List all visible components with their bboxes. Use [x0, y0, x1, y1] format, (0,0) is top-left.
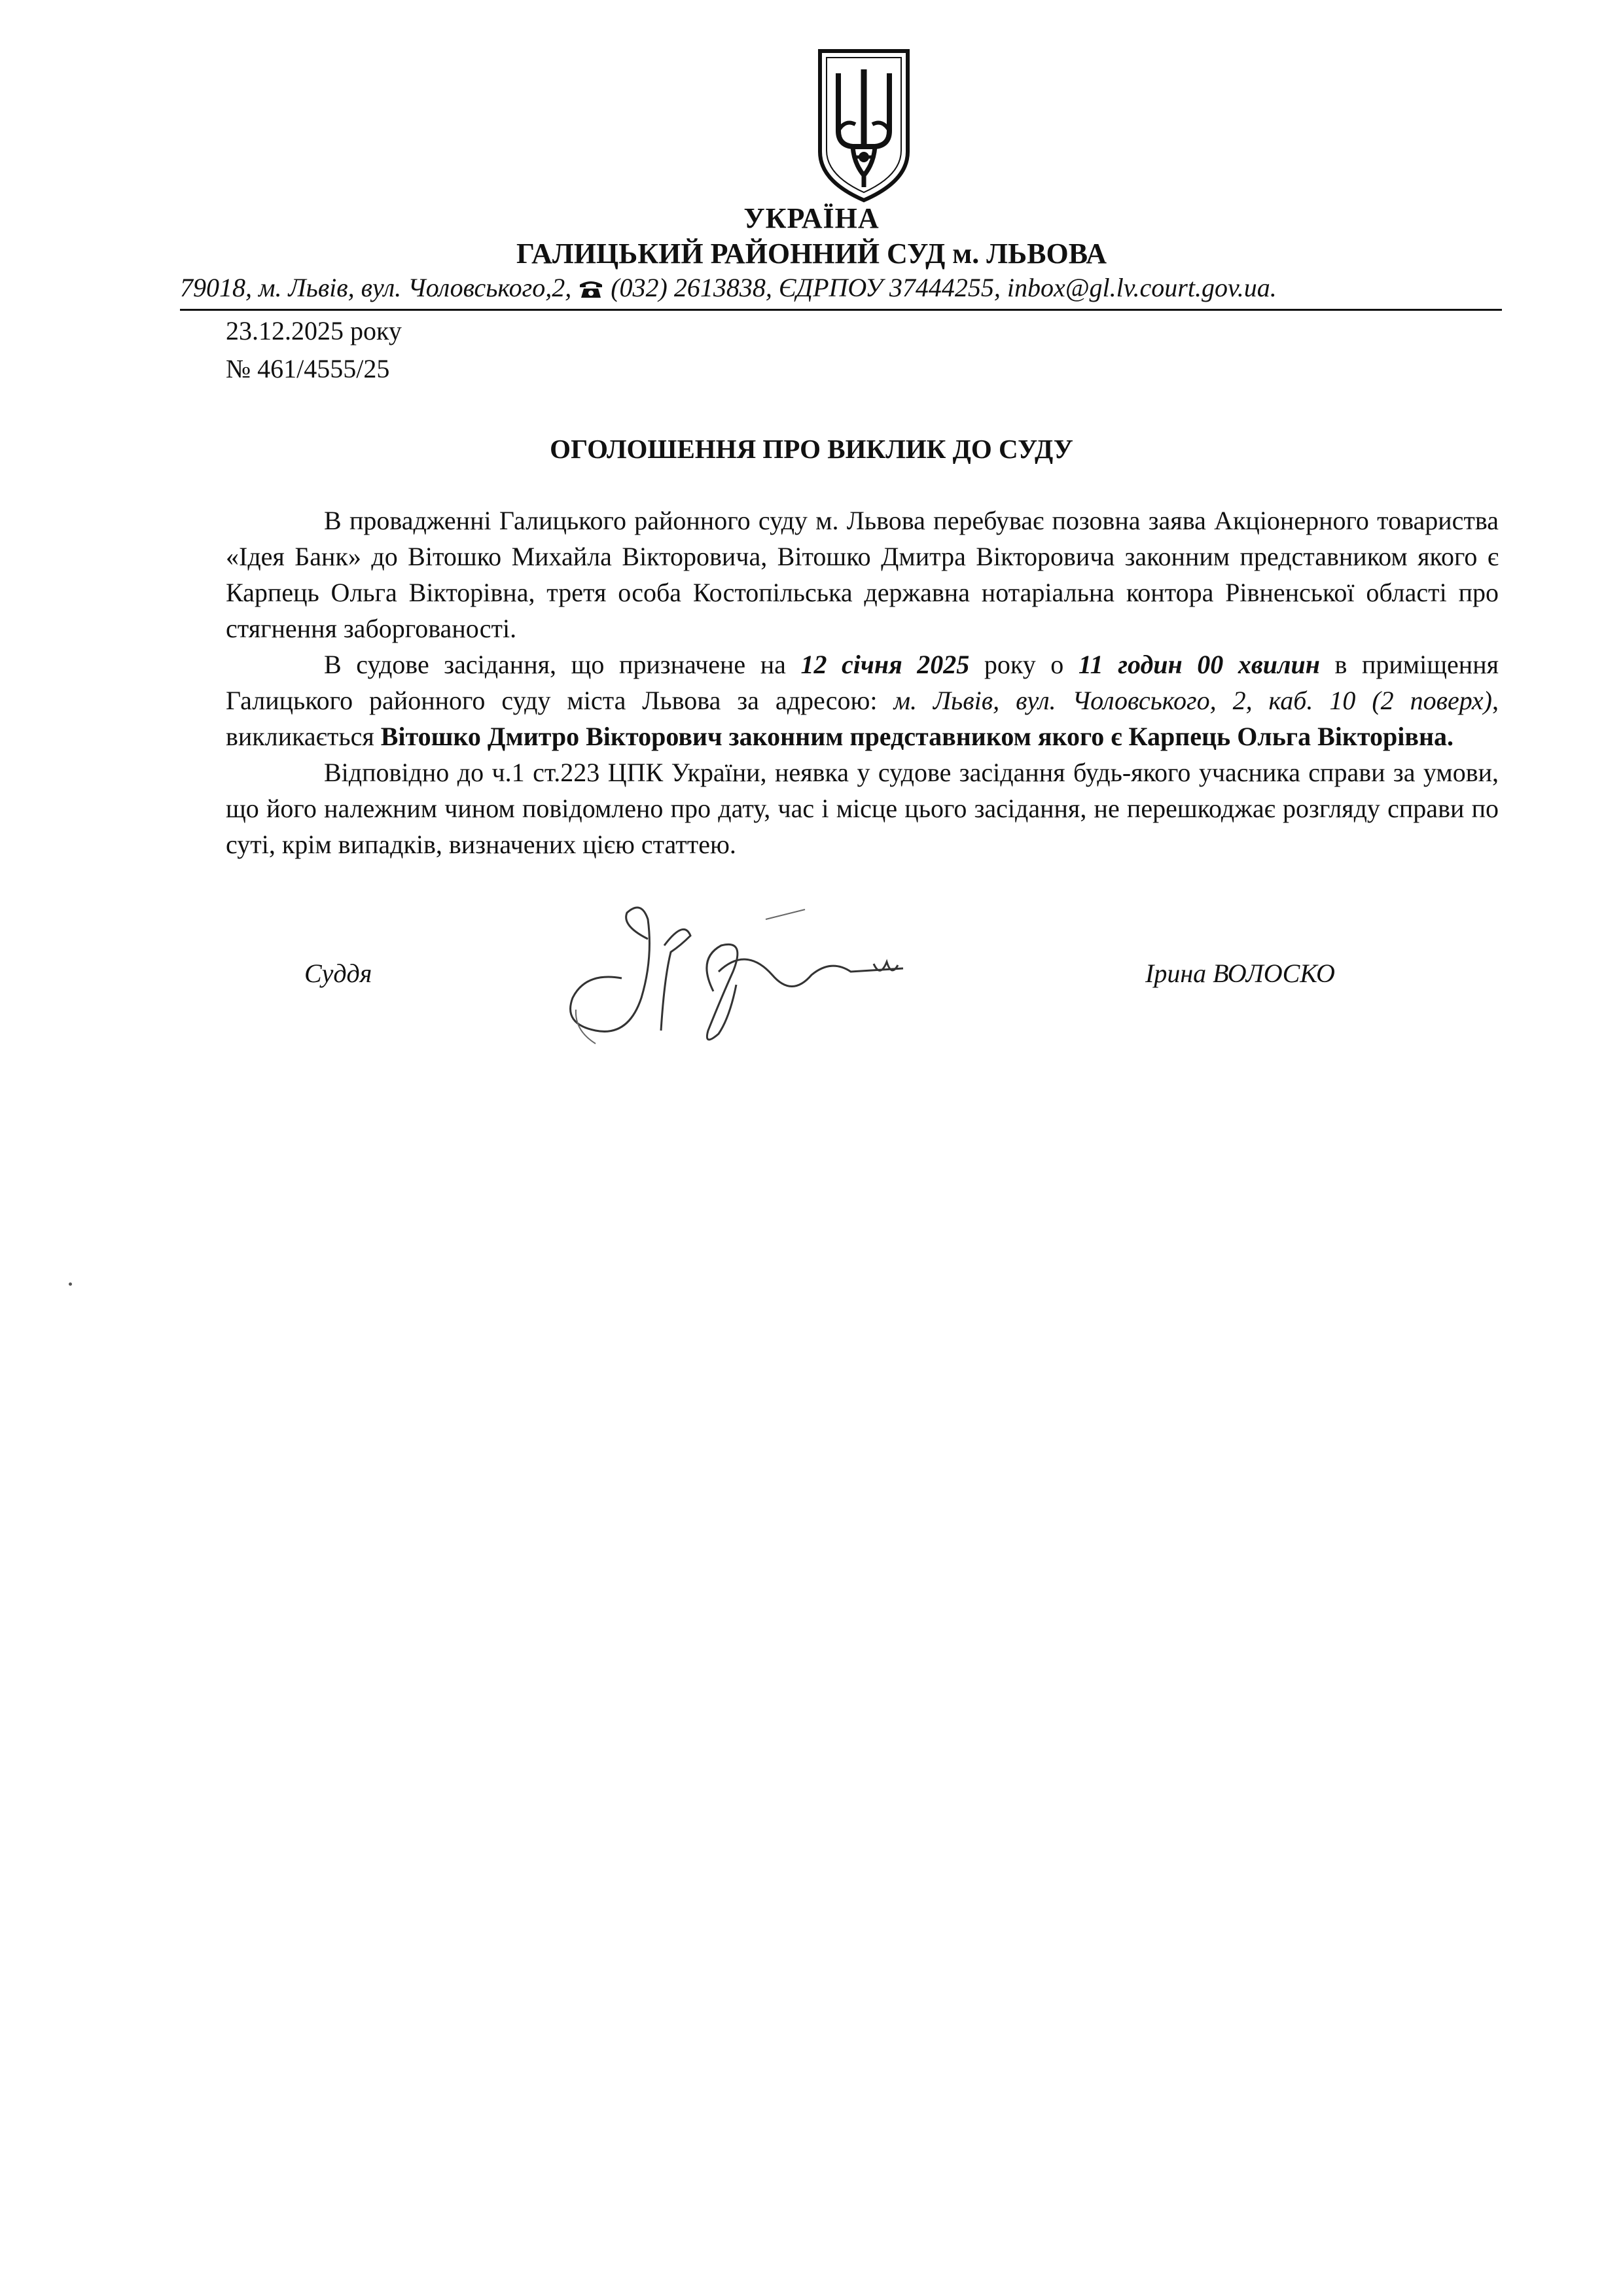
hearing-time: 11 годин 00 хвилин: [1078, 650, 1320, 679]
court-phone-and-email-text: (032) 2613838, ЄДРПОУ 37444255, inbox@gl.lv.court.gov.ua.: [604, 273, 1277, 302]
paragraph-legal-reference: Відповідно до ч.1 ст.223 ЦПК України, неявка у судове засідання будь-якого учасника справи за умови, що його належним чином повідомлено про дату, час і місце цього засідання, не перешкоджає розгляду справи по суті, крім випадків, визначених цією статтею.: [226, 758, 1499, 859]
hearing-address: м. Львів, вул. Чоловського, 2, каб. 10 (2 поверх): [893, 686, 1493, 715]
coat-of-arms-trident-icon: [815, 47, 913, 204]
court-address-text: 79018, м. Львів, вул. Чоловського,2,: [180, 273, 579, 302]
document-body: [226, 503, 1499, 862]
signatory-role: Суддя: [304, 959, 372, 988]
summons-text-2: року о: [969, 650, 1079, 679]
summons-text-4: , викликається: [226, 686, 1499, 751]
summoned-person: Вітошко Дмитро Вікторович законним представником якого є Карпець Ольга Вікторівна.: [380, 722, 1454, 751]
header-divider: [180, 309, 1502, 311]
document-title: ОГОЛОШЕННЯ ПРО ВИКЛИК ДО СУДУ: [550, 434, 1073, 464]
case-number: № 461/4555/25: [226, 354, 390, 383]
signatory-name: Ірина ВОЛОСКО: [1145, 959, 1335, 988]
court-name-heading: ГАЛИЦЬКИЙ РАЙОННИЙ СУД м. ЛЬВОВА: [516, 238, 1107, 270]
document-date: 23.12.2025 року: [226, 316, 402, 345]
country-heading: УКРАЇНА: [743, 202, 880, 234]
paragraph-case-description: В провадженні Галицького районного суду м. Львова перебуває позовна заява Акціонерного товариства «Ідея Банк» до Вітошко Михайла Вікторовича, Вітошко Дмитра Вікторовича законним представником якого є Карпець Ольга Вікторівна, третя особа Костопільська державна нотаріальна контора Рівненської області про стягнення заборгованості.: [226, 506, 1499, 643]
judge-signature-image: [550, 900, 916, 1050]
summons-text-1: В судове засідання, що призначене на: [324, 650, 801, 679]
telephone-icon: [578, 278, 604, 299]
court-contact-line: [180, 272, 1479, 303]
summons-text-3: в приміщення Галицького районного суду міста Львова за адресою:: [226, 650, 1499, 715]
paragraph-summons: [226, 646, 1499, 754]
hearing-date: 12 січня 2025: [800, 650, 970, 679]
scan-speck: [69, 1282, 72, 1286]
